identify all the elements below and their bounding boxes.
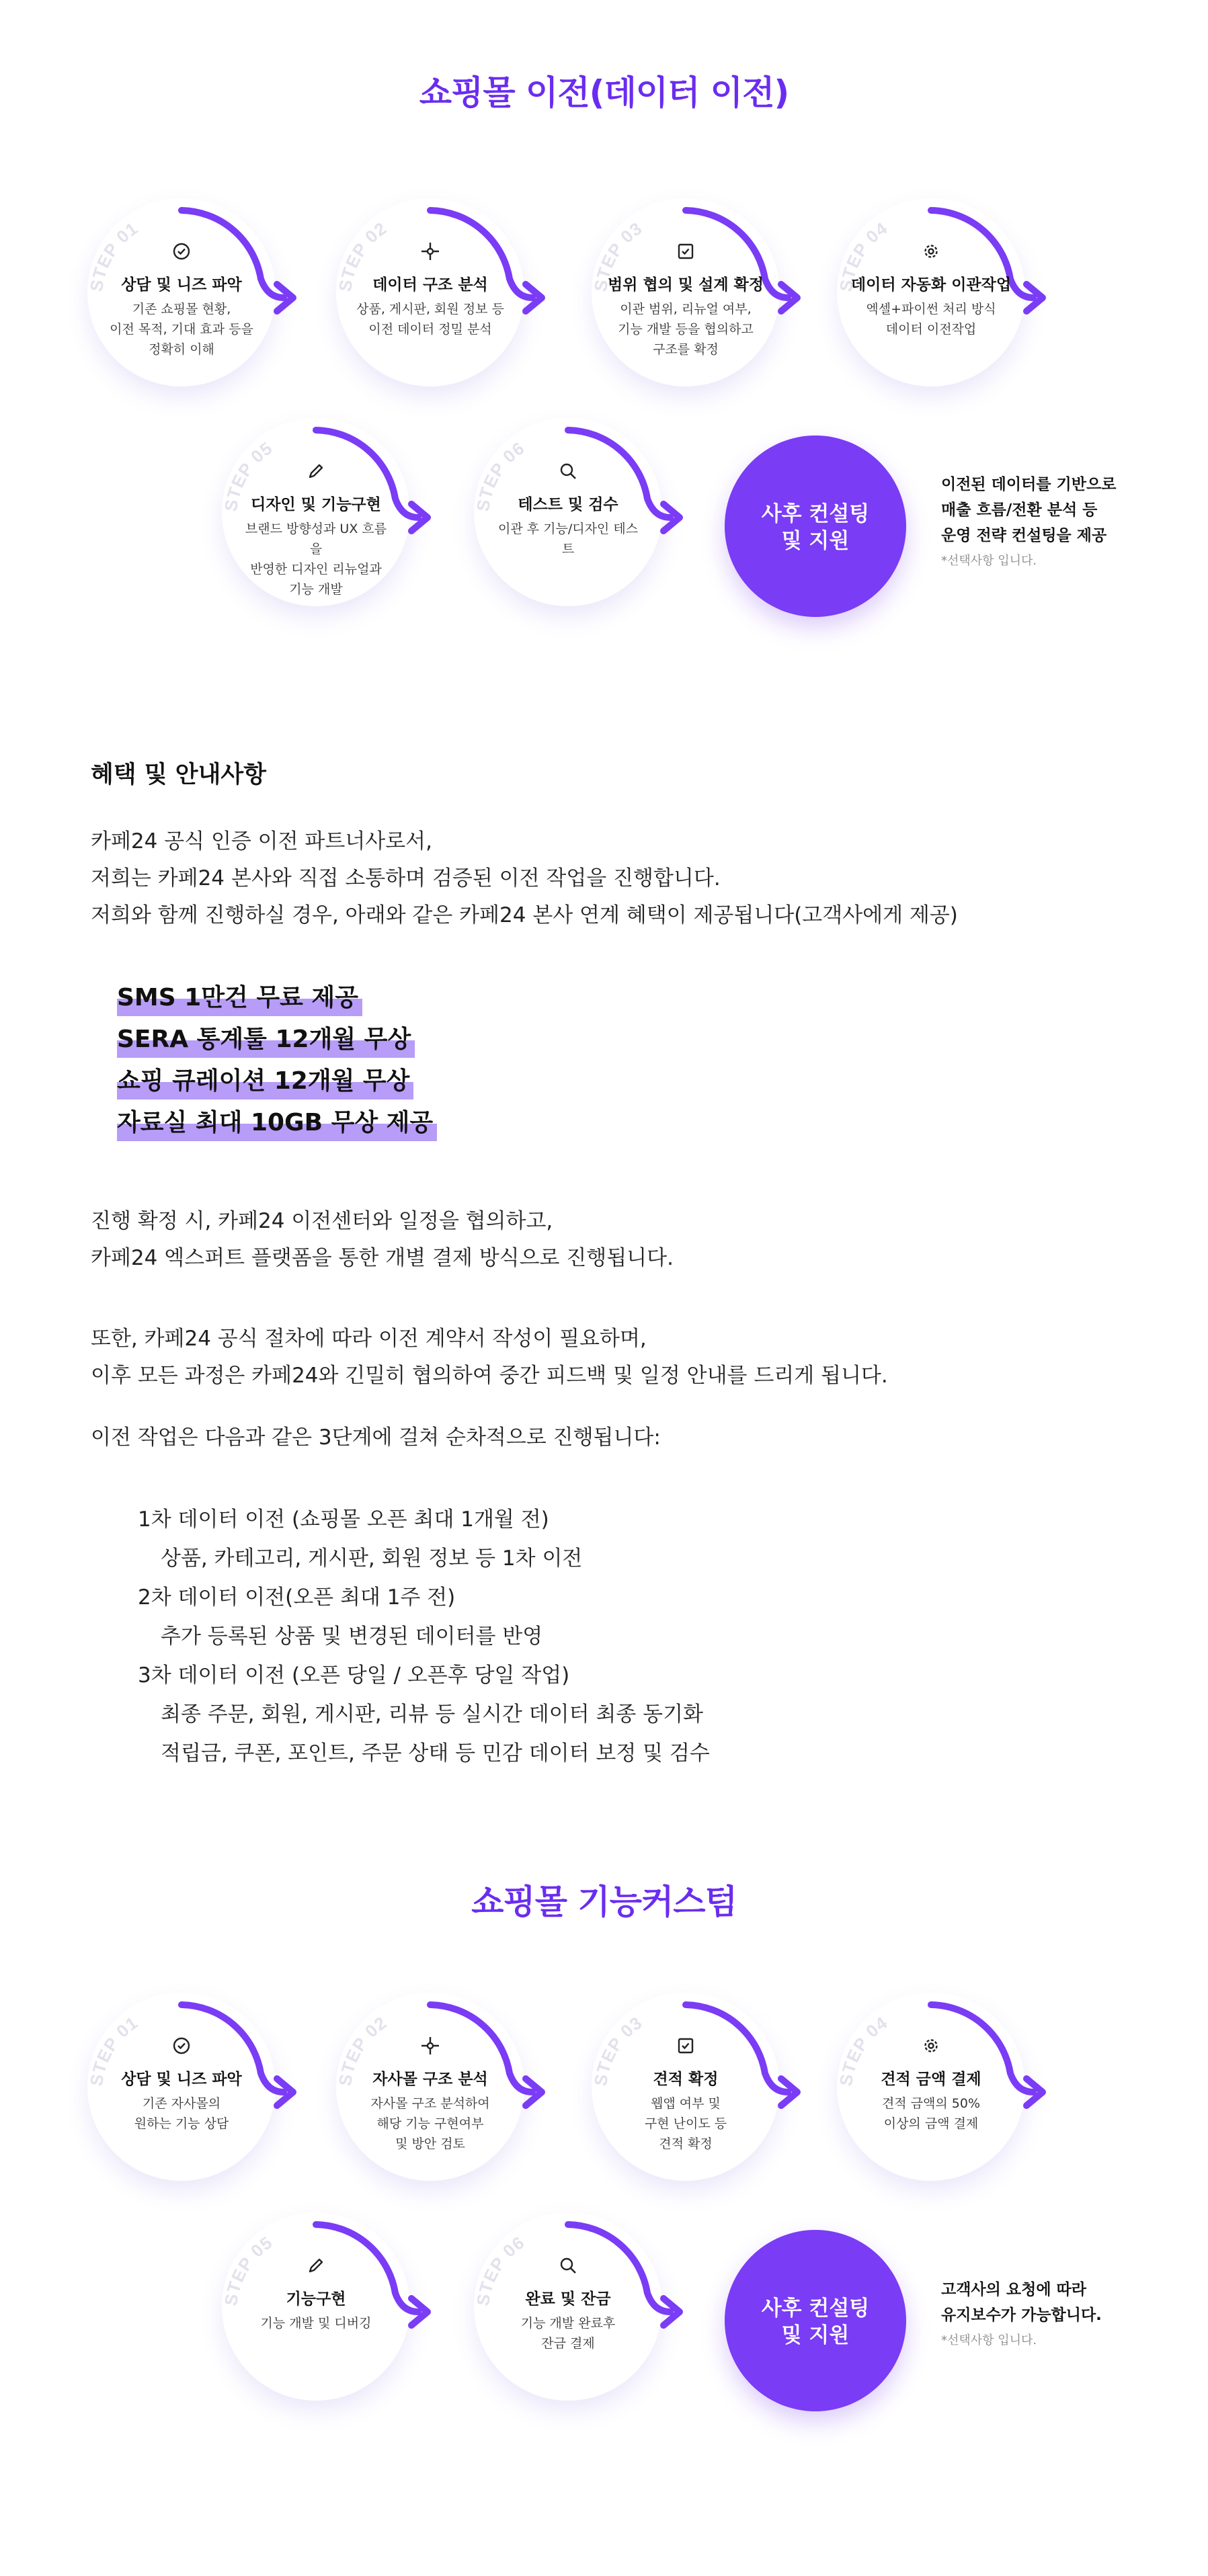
- phase-title: 1차 데이터 이전 (쇼핑몰 오픈 최대 1개월 전): [138, 1507, 549, 1532]
- step-title: 테스트 및 검수: [518, 496, 618, 513]
- pencil-icon: [222, 461, 410, 481]
- phase-item: 최종 주문, 회원, 게시판, 리뷰 등 실시간 데이터 최종 동기화: [161, 1702, 704, 1727]
- intro-line: 카페24 공식 인증 이전 파트너사로서,: [91, 829, 432, 854]
- checkbox-icon: [592, 241, 780, 261]
- step-title: 자사몰 구조 분석: [372, 2071, 488, 2088]
- checkbox-icon: [592, 2036, 780, 2056]
- after-support-line1: 사후 컨설팅: [761, 502, 870, 526]
- benefits-para2: [91, 1203, 674, 1277]
- phase-item: 추가 등록된 상품 및 변경된 데이터를 반영: [161, 1624, 543, 1649]
- after-support-note-1: [941, 472, 1163, 569]
- note-line: 이전된 데이터를 기반으로: [941, 476, 1117, 493]
- step-2: [336, 1993, 524, 2181]
- para-line: 카페24 엑스퍼트 플랫폼을 통한 개별 결제 방식으로 진행됩니다.: [91, 1246, 674, 1270]
- phase-item: 상품, 카테고리, 게시판, 회원 정보 등 1차 이전: [161, 1546, 583, 1571]
- step-title: 데이터 구조 분석: [372, 276, 488, 294]
- highlight-item: 쇼핑 큐레이션 12개월 무상: [114, 1062, 409, 1101]
- step-description: 기능 개발 완료후 잔금 결제: [520, 2316, 616, 2351]
- note-optional: *선택사항 입니다.: [941, 554, 1037, 568]
- step-description: 이관 범위, 리뉴얼 여부, 기능 개발 등을 협의하고 구조를 확정: [618, 302, 754, 357]
- step-tag: STEP 01: [85, 2012, 142, 2087]
- step-tag: STEP 06: [472, 438, 528, 513]
- step-1: [87, 1993, 276, 2181]
- section1-title: 쇼핑몰 이전(데이터 이전): [419, 73, 789, 112]
- step-tag: STEP 02: [334, 218, 391, 293]
- highlight-item: SERA 통계툴 12개월 무상: [114, 1020, 411, 1059]
- search-icon: [474, 2255, 662, 2276]
- step-description: 상품, 게시판, 회원 정보 등 이전 데이터 정밀 분석: [356, 302, 504, 337]
- note-line: 고객사의 요청에 따라: [941, 2281, 1086, 2298]
- step-4: [837, 1993, 1025, 2181]
- check-circle-icon: [87, 241, 276, 261]
- highlight-item: SMS 1만건 무료 제공: [114, 979, 358, 1017]
- step-6: [474, 2212, 662, 2401]
- note-line: 운영 전략 컨설팅을 제공: [941, 527, 1107, 544]
- step-title: 완료 및 잔금: [525, 2290, 611, 2308]
- benefits-para3: [91, 1321, 888, 1395]
- step-tag: STEP 05: [220, 2232, 276, 2307]
- after-support-circle-1: [725, 435, 906, 617]
- step-tag: STEP 03: [590, 2012, 646, 2087]
- check-circle-icon: [87, 2036, 276, 2056]
- step-tag: STEP 04: [835, 2012, 891, 2087]
- step-3: [592, 1993, 780, 2181]
- pencil-icon: [222, 2255, 410, 2276]
- step-3: [592, 198, 780, 386]
- after-support-line2: 및 지원: [781, 529, 850, 553]
- step-tag: STEP 06: [472, 2232, 528, 2307]
- after-support-note-2: [941, 2277, 1163, 2348]
- phase-title: 3차 데이터 이전 (오픈 당일 / 오픈후 당일 작업): [138, 1663, 570, 1688]
- note-line: 매출 흐름/전환 분석 등: [941, 501, 1098, 519]
- step-5: [222, 2212, 410, 2401]
- step-tag: STEP 05: [220, 438, 276, 513]
- step-title: 디자인 및 기능구현: [251, 496, 381, 513]
- para-line: 이후 모든 과정은 카페24와 긴밀히 협의하여 중간 피드백 및 일정 안내를 드리게 됩니다.: [91, 1364, 888, 1388]
- step-description: 기능 개발 및 디버깅: [260, 2316, 372, 2331]
- search-icon: [474, 461, 662, 481]
- step-title: 상담 및 니즈 파악: [121, 276, 242, 294]
- phase-title: 2차 데이터 이전(오픈 최대 1주 전): [138, 1585, 456, 1610]
- crosshair-icon: [336, 2036, 524, 2056]
- para-line: 진행 확정 시, 카페24 이전센터와 일정을 협의하고,: [91, 1209, 553, 1233]
- intro-line: 저희와 함께 진행하실 경우, 아래와 같은 카페24 본사 연계 혜택이 제공됩니다(고객사에게 제공): [91, 903, 958, 927]
- after-support-line2: 및 지원: [781, 2323, 850, 2348]
- step-description: 자사몰 구조 분석하여 해당 기능 구현여부 및 방안 검토: [370, 2096, 490, 2151]
- step-title: 기능구현: [286, 2290, 346, 2308]
- step-title: 견적 금액 결제: [881, 2071, 981, 2088]
- step-2: [336, 198, 524, 386]
- note-optional: *선택사항 입니다.: [941, 2333, 1037, 2348]
- step-tag: STEP 04: [835, 218, 891, 293]
- para-line: 또한, 카페24 공식 절차에 따라 이전 계약서 작성이 필요하며,: [91, 1327, 647, 1351]
- step-6: [474, 418, 662, 606]
- step-tag: STEP 02: [334, 2012, 391, 2087]
- benefits-heading: 혜택 및 안내사항: [91, 761, 267, 788]
- step-description: 이관 후 기능/디자인 테스트: [497, 522, 639, 556]
- step-description: 웹앱 여부 및 구현 난이도 등 견적 확정: [644, 2096, 727, 2151]
- intro-line: 저희는 카페24 본사와 직접 소통하며 검증된 이전 작업을 진행합니다.: [91, 866, 721, 890]
- step-tag: STEP 01: [85, 218, 142, 293]
- phase-list: [138, 1500, 710, 1773]
- step-tag: STEP 03: [590, 218, 646, 293]
- step-description: 견적 금액의 50% 이상의 금액 결제: [881, 2096, 981, 2131]
- section2-title: 쇼핑몰 기능커스텀: [471, 1882, 737, 1921]
- step-5: [222, 418, 410, 606]
- step-title: 상담 및 니즈 파악: [121, 2071, 242, 2088]
- step-title: 범위 협의 및 설계 확정: [608, 276, 764, 294]
- step-description: 브랜드 방향성과 UX 흐름을 반영한 디자인 리뉴얼과 기능 개발: [245, 522, 387, 597]
- step-title: 데이터 자동화 이관작업: [850, 276, 1012, 294]
- step-title: 견적 확정: [653, 2071, 719, 2088]
- after-support-line1: 사후 컨설팅: [761, 2296, 870, 2321]
- after-support-circle-2: [725, 2230, 906, 2411]
- step-4: [837, 198, 1025, 386]
- crosshair-icon: [336, 241, 524, 261]
- gear-icon: [837, 241, 1025, 261]
- benefits-para4: 이전 작업은 다음과 같은 3단계에 걸쳐 순차적으로 진행됩니다:: [91, 1425, 661, 1450]
- step-description: 기존 자사몰의 원하는 기능 상담: [134, 2096, 229, 2131]
- benefits-intro: [91, 823, 958, 934]
- highlight-item: 자료실 최대 10GB 무상 제공: [114, 1104, 433, 1142]
- phase-item: 적립금, 쿠폰, 포인트, 주문 상태 등 민감 데이터 보정 및 검수: [161, 1741, 710, 1765]
- step-1: [87, 198, 276, 386]
- gear-icon: [837, 2036, 1025, 2056]
- step-description: 엑셀+파이썬 처리 방식 데이터 이전작업: [866, 302, 996, 337]
- note-line: 유지보수가 가능합니다.: [941, 2307, 1102, 2324]
- step-description: 기존 쇼핑몰 현황, 이전 목적, 기대 효과 등을 정확히 이해: [110, 302, 253, 357]
